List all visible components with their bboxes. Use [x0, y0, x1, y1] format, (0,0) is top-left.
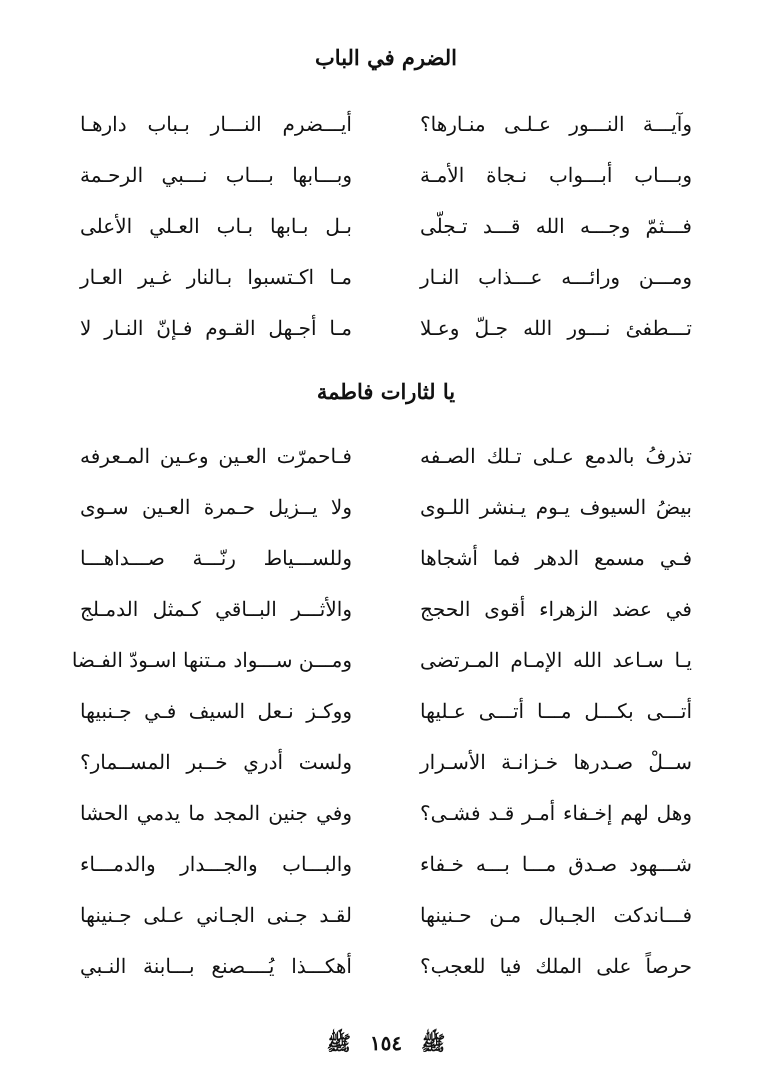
verse-row: [0, 544, 772, 595]
verse-first-hemistich: ولست أدري خــبر المســمار؟: [80, 750, 352, 774]
verse-second-hemistich: ســلْ صـدرها خـزانـة الأسـرار: [420, 750, 692, 774]
verse-first-hemistich: وفي جنين المجد ما يدمي الحشا: [80, 801, 352, 825]
verse-row: [0, 110, 772, 161]
verse-row: [0, 442, 772, 493]
page-footer: [0, 1030, 772, 1056]
verse-row: [0, 646, 772, 697]
verse-row: [0, 263, 772, 314]
verse-second-hemistich: ومـــن ورائـــه عـــذاب النـار: [420, 265, 692, 289]
verse-first-hemistich: ومـــن ســـواد مـتنها اسـودّ الفـضا: [71, 648, 352, 672]
verse-row: [0, 493, 772, 544]
verse-second-hemistich: حرصاً على الملك فيا للعجب؟: [420, 954, 692, 978]
verse-first-hemistich: بـل بـابها بـاب العـلي الأعلى: [80, 214, 352, 238]
page-number: ١٥٤: [369, 1031, 403, 1055]
verse-row: [0, 799, 772, 850]
poem-stanza-2: [0, 442, 772, 1003]
verse-row: [0, 748, 772, 799]
ornament-left: ﷺ: [326, 1031, 351, 1055]
verse-first-hemistich: والبـــاب والجـــدار والدمـــاء: [80, 852, 352, 876]
ornament-right: ﷺ: [421, 1031, 446, 1055]
verse-second-hemistich: وآيـــة النـــور عـلـى منـارها؟: [420, 112, 692, 136]
verse-second-hemistich: وبـــاب أبـــواب نـجاة الأمـة: [420, 163, 692, 187]
verse-first-hemistich: وللســـياط رنّـــة صـــداهـــا: [80, 546, 352, 570]
verse-second-hemistich: فـــثمّ وجـــه الله قـــد تـجلّى: [420, 214, 692, 238]
verse-first-hemistich: فـاحمرّت العـين وعـين المـعرفه: [80, 444, 352, 468]
verse-row: [0, 952, 772, 1003]
section-title-1: الضرم في الباب: [315, 45, 457, 70]
verse-first-hemistich: ولا يــزيل حـمرة العـين سـوى: [80, 495, 352, 519]
verse-first-hemistich: مـا أجـهل القـوم فـإنّ النـار لا: [80, 316, 352, 340]
verse-row: [0, 314, 772, 365]
verse-second-hemistich: وهل لهم إخـفاء أمـر قـد فشـى؟: [420, 801, 692, 825]
verse-second-hemistich: أتـــى بكـــل مـــا أتـــى عـليها: [420, 699, 692, 723]
verse-row: [0, 212, 772, 263]
verse-second-hemistich: بيضُ السيوف يـوم يـنشر اللـوى: [420, 495, 692, 519]
verse-second-hemistich: فـــاندكت الجـبال مـن حـنينها: [420, 903, 692, 927]
verse-row: [0, 697, 772, 748]
verse-second-hemistich: فـي مسمع الدهر فما أشجاها: [420, 546, 692, 570]
verse-row: [0, 901, 772, 952]
verse-row: [0, 850, 772, 901]
verse-second-hemistich: تـــطفئ نـــور الله جـلّ وعـلا: [420, 316, 692, 340]
poem-stanza-1: [0, 110, 772, 365]
verse-second-hemistich: تذرفُ بالدمع عـلى تـلك الصـفه: [420, 444, 692, 468]
verse-first-hemistich: لقـد جـنى الجـاني عـلى جـنينها: [80, 903, 352, 927]
verse-second-hemistich: يـا سـاعد الله الإمـام المـرتضى: [420, 648, 692, 672]
verse-row: [0, 595, 772, 646]
verse-first-hemistich: والأثـــر البــاقي كـمثل الدمـلج: [80, 597, 352, 621]
verse-second-hemistich: في عضد الزهراء أقوى الحجج: [420, 597, 692, 621]
verse-first-hemistich: أيـــضرم النـــار بـباب دارهـا: [80, 112, 352, 136]
verse-row: [0, 161, 772, 212]
verse-first-hemistich: مـا اكـتسبوا بـالنار غـير العـار: [80, 265, 352, 289]
verse-first-hemistich: أهكـــذا يُــــصنع بـــابنة النـبي: [80, 954, 352, 978]
verse-second-hemistich: شـــهود صـدق مـــا بـــه خـفاء: [420, 852, 692, 876]
verse-first-hemistich: وبـــابها بـــاب نـــبي الرحـمة: [80, 163, 352, 187]
section-title-2: يا لثارات فاطمة: [316, 379, 456, 404]
verse-first-hemistich: ووكـز نـعل السيف فـي جـنبيها: [80, 699, 352, 723]
